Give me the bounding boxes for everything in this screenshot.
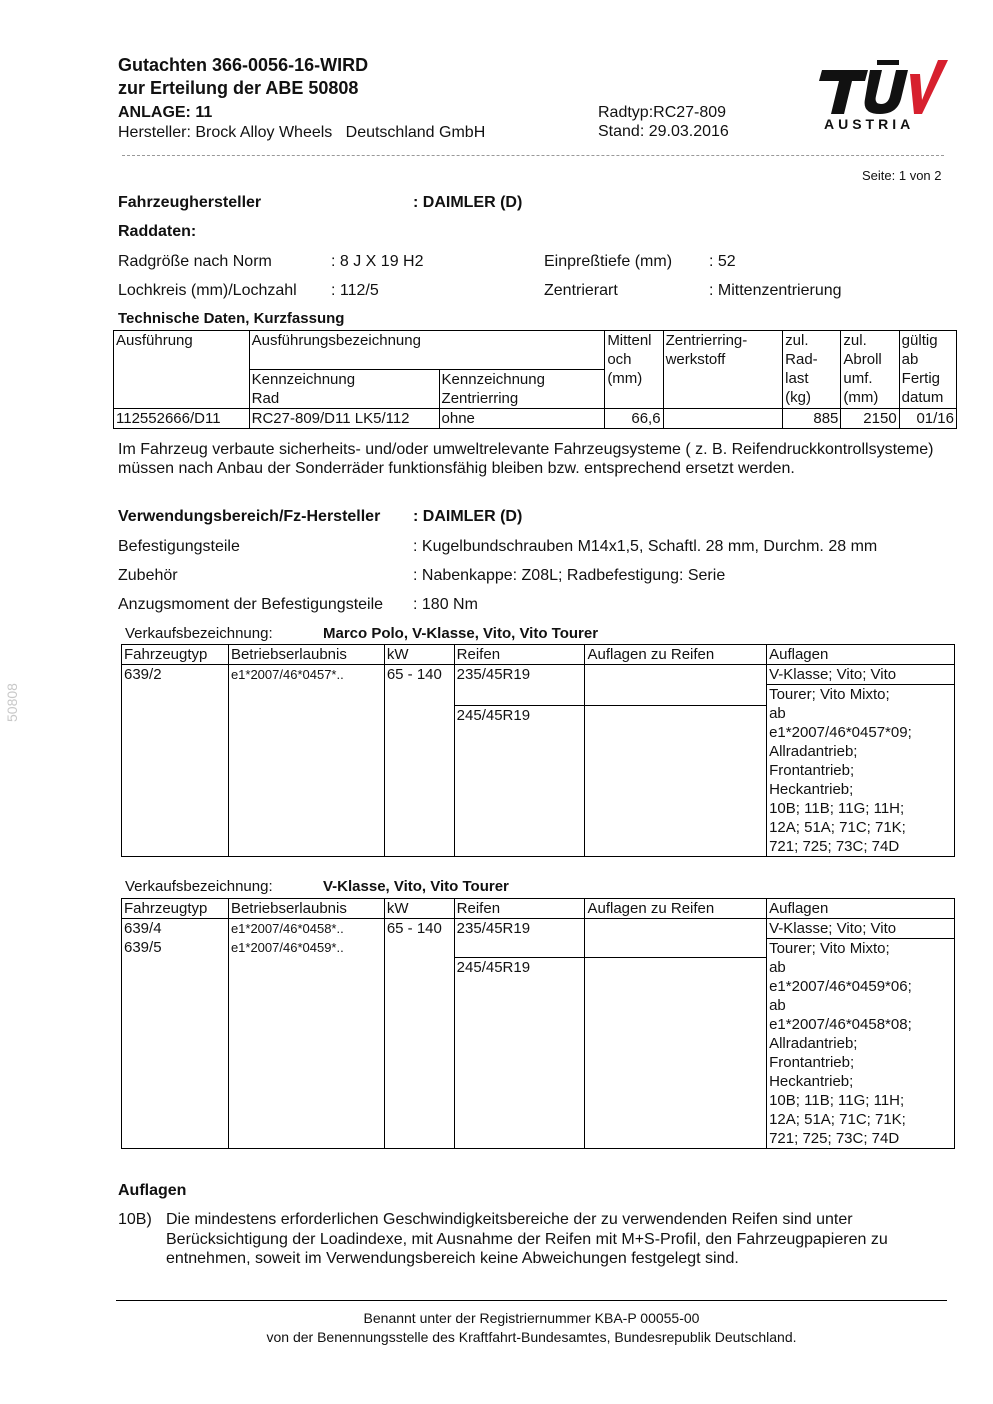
cell-reifen-1: 235/45R19 [454, 919, 585, 958]
th-typ: Fahrzeugtyp [122, 899, 229, 919]
zubehoer-label: Zubehör [118, 567, 178, 584]
anzug-label: Anzugsmoment der Befestigungsteile [118, 596, 384, 613]
cell-ausfuehrung: 112552666/D11 [114, 409, 250, 429]
th-auflagen: Auflagen [767, 645, 955, 665]
page-indicator: Seite: 1 von 2 [862, 168, 942, 183]
einpress-value: : 52 [709, 253, 736, 270]
cell-kw: 65 - 140 [384, 919, 454, 1149]
th-erlaubnis: Betriebserlaubnis [228, 645, 384, 665]
side-number [2, 683, 22, 782]
th-erlaubnis: Betriebserlaubnis [228, 899, 384, 919]
document-title: Gutachten 366-0056-16-WIRD [118, 55, 369, 75]
th-aufl-reifen: Auflagen zu Reifen [585, 899, 767, 919]
lochkreis-label: Lochkreis (mm)/Lochzahl [118, 282, 297, 299]
th-zentrierring: Zentrierring- werkstoff [663, 331, 783, 409]
th-kw: kW [384, 899, 454, 919]
sales2-label: Verkaufsbezeichnung: [125, 878, 273, 895]
cell-kenn-rad: RC27-809/D11 LK5/112 [249, 409, 439, 429]
table-row [114, 409, 957, 429]
anzug-value: : 180 Nm [413, 596, 478, 613]
verwendung-value: : DAIMLER (D) [413, 508, 523, 525]
sales1-name: Marco Polo, V-Klasse, Vito, Vito Tourer [323, 625, 599, 642]
th-abrollumfang: zul. Abroll umf. (mm) [841, 331, 899, 409]
footer-line-1: Benannt unter der Registriernummer KBA-P 00055-00 [363, 1310, 700, 1326]
hersteller-value: Brock Alloy Wheels Deutschland GmbH [195, 124, 486, 141]
cell-mittenloch: 66,6 [605, 409, 663, 429]
raddaten-heading: Raddaten: [118, 223, 197, 240]
cell-erlaubnis: e1*2007/46*0457*.. [228, 665, 384, 857]
cell-aufl-reifen-2 [585, 958, 767, 1149]
th-bezeichnung: Ausführungsbezeichnung [249, 331, 605, 370]
cell-zentrierring [663, 409, 783, 429]
cell-typ: 639/2 [122, 665, 229, 857]
th-reifen: Reifen [454, 899, 585, 919]
vehicle-table-1 [121, 644, 955, 857]
header-divider [122, 155, 944, 156]
cell-reifen-1: 235/45R19 [454, 665, 585, 706]
th-kw: kW [384, 645, 454, 665]
stand-value: 29.03.2016 [648, 123, 729, 140]
verwendung-label: Verwendungsbereich/Fz-Hersteller [118, 508, 381, 525]
logo-subtext: AUSTRIA [824, 116, 915, 132]
cell-abroll: 2150 [841, 409, 899, 429]
cell-datum: 01/16 [899, 409, 956, 429]
cell-aufl-reifen-2 [585, 706, 767, 857]
radtyp-line [598, 104, 726, 122]
cell-kw: 65 - 140 [384, 665, 454, 857]
notice-paragraph: Im Fahrzeug verbaute sicherheits- und/oder umweltrelevante Fahrzeugsysteme ( z. B. Reifendruckkontrollsysteme) müssen nach Anbau der Sonderräder funktionsfähig bleiben bzw. entsprechend ersetzt werden. [118, 441, 934, 477]
radgroesse-label: Radgröße nach Norm [118, 253, 272, 270]
cell-aufl-reifen-1 [585, 665, 767, 706]
radgroesse-value: : 8 J X 19 H2 [331, 253, 424, 270]
th-ausfuehrung: Ausführung [114, 331, 250, 409]
th-kenn-zentrierring: Kennzeichnung Zentrierring [439, 370, 605, 409]
th-auflagen: Auflagen [767, 899, 955, 919]
cell-kenn-z: ohne [439, 409, 605, 429]
th-kenn-rad: Kennzeichnung Rad [249, 370, 439, 409]
auflagen-code: 10B) [118, 1211, 152, 1228]
document-subtitle: zur Erteilung der ABE 50808 [118, 78, 359, 98]
side-number-text: 50808 [4, 683, 20, 722]
stand-label: Stand: [598, 123, 645, 140]
anlage-label: ANLAGE: 11 [118, 104, 213, 121]
zentrierart-value: : Mittenzentrierung [709, 282, 842, 299]
radtyp-label: Radtyp: [598, 104, 654, 121]
lochkreis-value: : 112/5 [331, 282, 379, 299]
table-row [122, 665, 955, 706]
stand-line [598, 123, 729, 141]
hersteller-label: Hersteller: [118, 124, 191, 141]
cell-reifen-2: 245/45R19 [454, 958, 585, 1149]
cell-auflagen: V-Klasse; Vito; Vito Tourer; Vito Mixto; ab e1*2007/46*0459*06; ab e1*2007/46*0458*08; Allradantrieb; Frontantrieb; Heckantrieb; 10B; 11B; 11G; 11H; 12A; 51A; 71C; 71K; 721; 725; 73C; 74D [767, 919, 955, 1149]
zentrierart-label: Zentrierart [544, 282, 618, 299]
sales2-name: V-Klasse, Vito, Vito Tourer [323, 878, 509, 895]
cell-typ: 639/4 639/5 [122, 919, 229, 1149]
th-gueltig: gültig ab Fertig datum [899, 331, 956, 409]
befest-label: Befestigungsteile [118, 538, 240, 555]
th-mittenloch: Mittenl och (mm) [605, 331, 663, 409]
tech-heading: Technische Daten, Kurzfassung [118, 310, 345, 327]
th-radlast: zul. Rad- last (kg) [783, 331, 841, 409]
cell-reifen-2: 245/45R19 [454, 706, 585, 857]
auflagen-heading: Auflagen [118, 1182, 187, 1199]
einpress-label: Einpreßtiefe (mm) [544, 253, 673, 270]
radtyp-value: RC27-809 [653, 104, 727, 121]
vehicle-table-2 [121, 898, 955, 1149]
th-typ: Fahrzeugtyp [122, 645, 229, 665]
auflagen-text: Die mindestens erforderlichen Geschwindigkeitsbereiche der zu verwendenden Reifen sind unter Berücksichtigung der Loadindexe, mit Ausnahme der Reifen mit M+S-Profil, den Fahrzeugpapieren zu entnehmen, soweit im Verwendungsbereich keine Abweichungen festgelegt sind. [166, 1211, 888, 1267]
vehicle-manufacturer-value: : DAIMLER (D) [413, 194, 523, 211]
th-reifen: Reifen [454, 645, 585, 665]
befest-value: : Kugelbundschrauben M14x1,5, Schaftl. 28 mm, Durchm. 28 mm [413, 538, 878, 555]
footer [116, 1309, 947, 1347]
cell-erlaubnis: e1*2007/46*0458*.. e1*2007/46*0459*.. [228, 919, 384, 1149]
footer-line-2: von der Benennungsstelle des Kraftfahrt-Bundesamtes, Bundesrepublik Deutschland. [266, 1329, 797, 1345]
th-aufl-reifen: Auflagen zu Reifen [585, 645, 767, 665]
footer-divider [116, 1300, 947, 1301]
cell-aufl-reifen-1 [585, 919, 767, 958]
tuv-austria-logo [818, 56, 948, 136]
tech-data-table [113, 330, 957, 429]
hersteller-line [118, 123, 485, 142]
table-row [122, 919, 955, 958]
cell-radlast: 885 [783, 409, 841, 429]
vehicle-manufacturer-label: Fahrzeughersteller [118, 194, 262, 211]
sales1-label: Verkaufsbezeichnung: [125, 625, 273, 642]
zubehoer-value: : Nabenkappe: Z08L; Radbefestigung: Serie [413, 567, 726, 584]
cell-auflagen: V-Klasse; Vito; Vito Tourer; Vito Mixto; ab e1*2007/46*0457*09; Allradantrieb; Frontantrieb; Heckantrieb; 10B; 11B; 11G; 11H; 12A; 51A; 71C; 71K; 721; 725; 73C; 74D [767, 665, 955, 857]
